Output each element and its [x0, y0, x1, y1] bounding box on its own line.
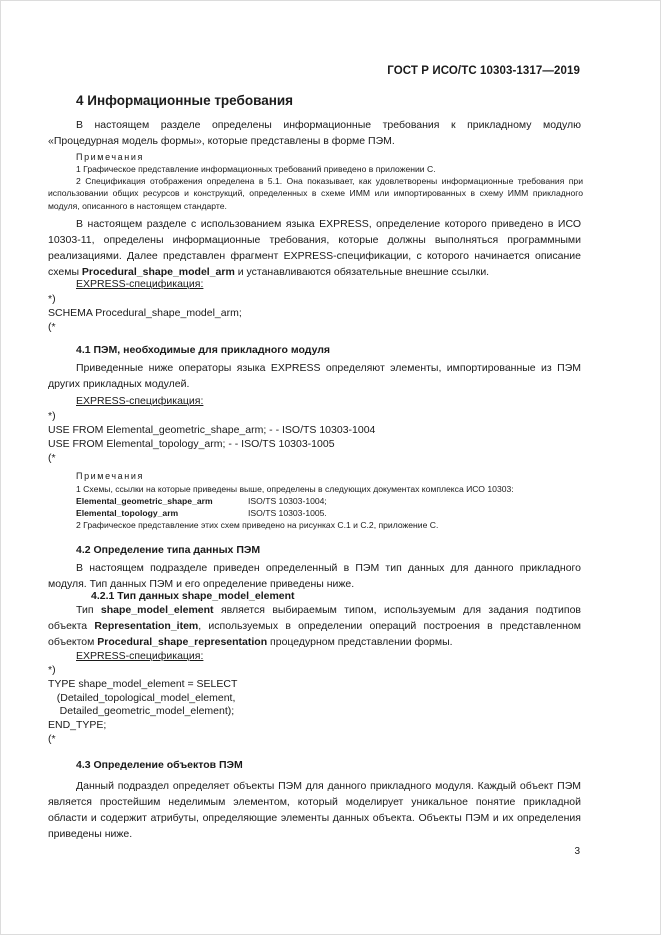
express-spec-label-2: EXPRESS-спецификация:	[76, 395, 204, 407]
section-4-1-paragraph: Приведенные ниже операторы языка EXPRESS определяют элементы, импортированные из ПЭМ других прикладных модулей.	[48, 362, 581, 390]
note-1-text: 1 Графическое представление информационных требований приведено в приложении C.	[76, 164, 436, 174]
s41-note-1: 1 Схемы, ссылки на которые приведены выше, определены в следующих документах комплекса ИСО 10303:	[76, 484, 514, 494]
code-line: (Detailed_topological_model_element,	[48, 691, 236, 704]
code-block-1	[48, 292, 242, 334]
section-4-3-title: 4.3 Определение объектов ПЭМ	[76, 759, 243, 771]
code-line: (*	[48, 452, 56, 464]
note-2	[48, 175, 583, 212]
sub-text-a: Тип	[76, 604, 101, 616]
note-2-text: 2 Спецификация отображения определена в 5.1. Она показывает, как удовлетворены информационные требования при использовании общих ресурсов и конструкций, определенных в схеме ИММ или импортированных в схему ИММ прикладного модуля, описанного в настоящем стандарте.	[48, 176, 583, 211]
sub-representation-name: Procedural_shape_representation	[97, 636, 268, 648]
section-4-intro: В настоящем разделе определены информационные требования к прикладному модулю «Процедурная модель формы», которые представлены в форме ПЭМ.	[48, 119, 581, 147]
section-4-1-title: 4.1 ПЭМ, необходимые для прикладного модуля	[76, 344, 331, 356]
code-line: (*	[48, 321, 56, 333]
express-spec-label-3: EXPRESS-спецификация:	[76, 650, 204, 662]
s41-note-2: 2 Графическое представление этих схем приведено на рисунках C.1 и C.2, приложение C.	[76, 520, 439, 530]
notes-label: Примечания	[76, 152, 144, 162]
p2-text-a: В настоящем разделе с использованием языка EXPRESS, определение которого приведено в ИСО 10303-11, определены информационные требования, которые должны выполняться программными реализациями. Далее представлен фрагмент EXPRESS-спецификации, с которого начинается описание схемы	[48, 218, 581, 278]
sub-text-e: , используемых в определении операций построения в представленном объектом	[48, 620, 581, 648]
sub-type-name: shape_model_element	[100, 604, 214, 616]
sub-text-c: является выбираемым типом, используемым для задания подтипов объекта	[48, 604, 581, 632]
ref-2-name: Elemental_topology_arm	[76, 508, 179, 518]
code-line: END_TYPE;	[48, 719, 107, 732]
code-block-3	[48, 664, 237, 747]
p2-schema-name: Procedural_shape_model_arm	[81, 266, 235, 278]
section-4-paragraph-2	[48, 216, 581, 280]
notes-label-2: Примечания	[76, 471, 144, 481]
code-line: *)	[48, 664, 56, 676]
section-4-title: 4 Информационные требования	[76, 93, 294, 108]
section-4-2-1-title: 4.2.1 Тип данных shape_model_element	[91, 590, 295, 602]
document-header: ГОСТ Р ИСО/ТС 10303-1317—2019	[387, 65, 580, 77]
code-line: *)	[48, 293, 56, 305]
code-line: *)	[48, 410, 56, 422]
ref-2-doc: ISO/TS 10303-1005.	[248, 508, 327, 518]
sub-entity-name: Representation_item	[94, 620, 199, 632]
ref-1-doc: ISO/TS 10303-1004;	[248, 496, 327, 506]
code-block-2	[48, 409, 375, 465]
section-4-2-1-paragraph	[48, 602, 581, 650]
section-4-2-title: 4.2 Определение типа данных ПЭМ	[76, 544, 261, 556]
express-spec-label-1: EXPRESS-спецификация:	[76, 278, 204, 290]
note-1	[48, 163, 583, 175]
code-line: TYPE shape_model_element = SELECT	[48, 677, 238, 690]
section-4-3-paragraph: Данный подраздел определяет объекты ПЭМ для данного прикладного модуля. Каждый объект ПЭМ является простейшим неделимым элементом, который моделирует уникальное понятие прикладной области и содержит атрибуты, определяющие элементы данных объекта. Объекты ПЭМ и их определения приведены ниже.	[48, 780, 581, 840]
code-line: USE FROM Elemental_geometric_shape_arm; - - ISO/TS 10303-1004	[48, 424, 376, 436]
ref-1-name: Elemental_geometric_shape_arm	[76, 496, 213, 506]
code-line: SCHEMA Procedural_shape_model_arm;	[48, 307, 242, 319]
p2-text-c: и устанавливаются обязательные внешние ссылки.	[234, 266, 490, 278]
page-number: 3	[574, 846, 580, 857]
code-line: USE FROM Elemental_topology_arm; - - ISO/TS 10303-1005	[48, 438, 335, 450]
code-line: (*	[48, 732, 56, 745]
section-4-2-paragraph: В настоящем подразделе приведен определенный в ПЭМ тип данных для данного прикладного модуля. Тип данных ПЭМ и его определение приведены ниже.	[48, 562, 581, 590]
code-line: Detailed_geometric_model_element);	[48, 705, 235, 718]
sub-text-g: процедурном представлении формы.	[267, 636, 453, 648]
